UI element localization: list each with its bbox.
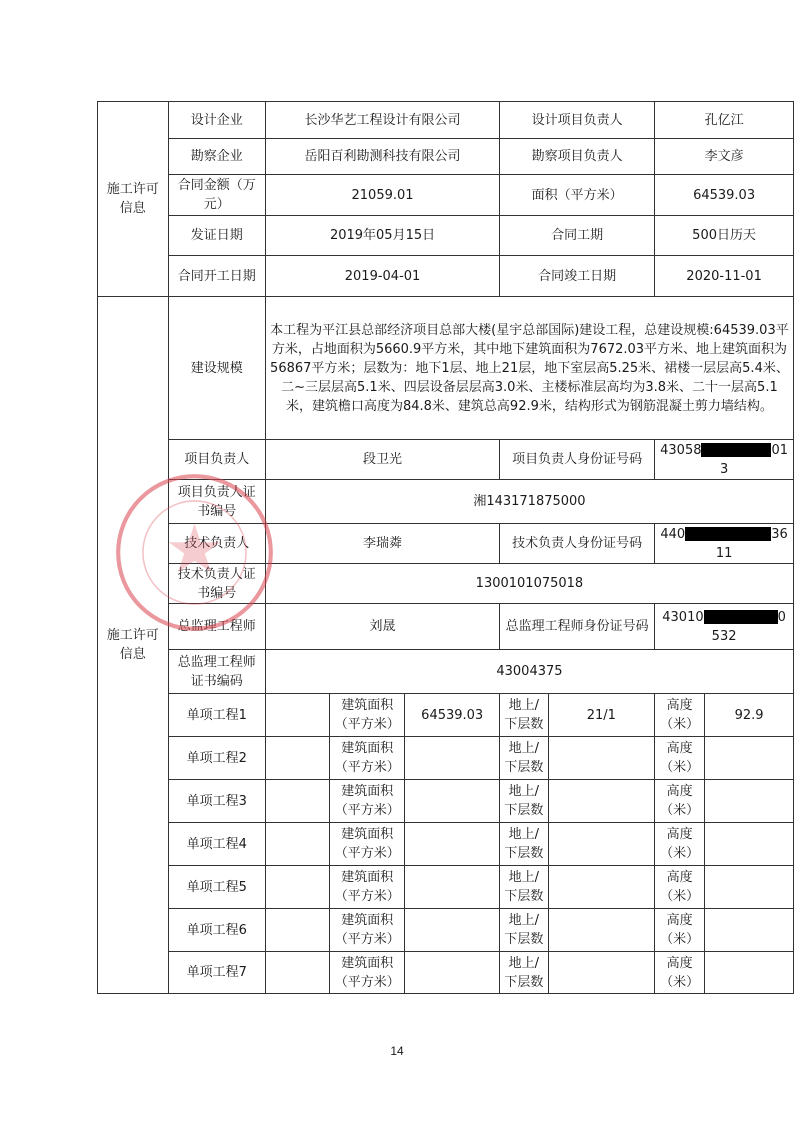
sub-height-label: 高度（米） xyxy=(655,694,705,737)
permit-info-table xyxy=(97,101,794,994)
design-lead-label: 设计项目负责人 xyxy=(500,102,655,139)
sub-floors-label: 地上/下层数 xyxy=(500,952,548,994)
sub-area-value xyxy=(405,823,500,866)
end-date: 2020-11-01 xyxy=(655,256,794,297)
sub-floors-label: 地上/下层数 xyxy=(500,780,548,823)
sub-floors-label: 地上/下层数 xyxy=(500,823,548,866)
tech-cert-label: 技术负责人证书编号 xyxy=(168,564,265,604)
sup-cert: 43004375 xyxy=(265,650,793,694)
sub-height-label: 高度（米） xyxy=(655,823,705,866)
sub-height-value xyxy=(705,952,794,994)
redaction-bar xyxy=(701,443,771,457)
tech-name: 李瑞粦 xyxy=(265,524,499,564)
redaction-bar xyxy=(685,527,771,541)
pm-cert-label: 项目负责人证书编号 xyxy=(168,480,265,524)
sub-area-value xyxy=(405,780,500,823)
sup-id-label: 总监理工程师身份证号码 xyxy=(500,604,655,650)
pm-label: 项目负责人 xyxy=(168,440,265,480)
sub-project-name: 单项工程3 xyxy=(168,780,265,823)
sub-height-label: 高度（米） xyxy=(655,866,705,909)
sub-floors-value xyxy=(548,909,655,952)
page-number: 14 xyxy=(390,1044,404,1058)
sub-floors-value xyxy=(548,823,655,866)
sub-height-value xyxy=(705,737,794,780)
pm-name: 段卫光 xyxy=(265,440,499,480)
sub-project-name: 单项工程5 xyxy=(168,866,265,909)
sub-floors-label: 地上/下层数 xyxy=(500,737,548,780)
sub-area-value xyxy=(405,866,500,909)
sub-project-blank xyxy=(265,909,329,952)
design-company: 长沙华艺工程设计有限公司 xyxy=(265,102,499,139)
tech-id-label: 技术负责人身份证号码 xyxy=(500,524,655,564)
sub-project-name: 单项工程4 xyxy=(168,823,265,866)
sup-cert-label: 总监理工程师证书编码 xyxy=(168,650,265,694)
tech-id: 440 3611 xyxy=(655,524,794,564)
design-company-label: 设计企业 xyxy=(168,102,265,139)
start-date: 2019-04-01 xyxy=(265,256,499,297)
sub-project-name: 单项工程2 xyxy=(168,737,265,780)
area-label: 面积（平方米） xyxy=(500,175,655,216)
area-value: 64539.03 xyxy=(655,175,794,216)
issue-date: 2019年05月15日 xyxy=(265,216,499,256)
sup-label: 总监理工程师 xyxy=(168,604,265,650)
sub-floors-value: 21/1 xyxy=(548,694,655,737)
sub-floors-value xyxy=(548,866,655,909)
sub-project-blank xyxy=(265,823,329,866)
sub-project-name: 单项工程7 xyxy=(168,952,265,994)
sub-area-label: 建筑面积（平方米） xyxy=(330,780,405,823)
sup-name: 刘晟 xyxy=(265,604,499,650)
sub-area-label: 建筑面积（平方米） xyxy=(330,694,405,737)
sub-height-label: 高度（米） xyxy=(655,737,705,780)
sub-project-blank xyxy=(265,866,329,909)
sub-area-label: 建筑面积（平方米） xyxy=(330,737,405,780)
sub-height-value: 92.9 xyxy=(705,694,794,737)
sub-area-label: 建筑面积（平方米） xyxy=(330,909,405,952)
sup-id: 43010 0532 xyxy=(655,604,794,650)
sub-height-value xyxy=(705,866,794,909)
sub-area-label: 建筑面积（平方米） xyxy=(330,823,405,866)
pm-id-label: 项目负责人身份证号码 xyxy=(500,440,655,480)
sub-area-label: 建筑面积（平方米） xyxy=(330,866,405,909)
sub-height-label: 高度（米） xyxy=(655,780,705,823)
section-label-2: 施工许可信息 xyxy=(98,297,169,994)
design-lead: 孔亿江 xyxy=(655,102,794,139)
scale-description: 本工程为平江县总部经济项目总部大楼(星宇总部国际)建设工程，总建设规模:64539.03平方米，占地面积为5660.9平方米，其中地下建筑面积为7672.03平方米、地上建筑面积为56867平方米；层数为：地下1层、地上21层，地下室层高5.25米、裙楼一层层高5.4米、二~三层层高5.1米、四层设备层层高3.0米、主楼标准层高均为3.8米、二十一层高5.1米，建筑檐口高度为84.8米、建筑总高92.9米，结构形式为钢筋混凝土剪力墙结构。 xyxy=(265,297,793,440)
sub-project-blank xyxy=(265,952,329,994)
sub-floors-label: 地上/下层数 xyxy=(500,866,548,909)
contract-period: 500日历天 xyxy=(655,216,794,256)
scale-label: 建设规模 xyxy=(168,297,265,440)
start-date-label: 合同开工日期 xyxy=(168,256,265,297)
sub-height-label: 高度（米） xyxy=(655,909,705,952)
issue-date-label: 发证日期 xyxy=(168,216,265,256)
sub-area-value xyxy=(405,952,500,994)
sub-floors-label: 地上/下层数 xyxy=(500,909,548,952)
sub-area-label: 建筑面积（平方米） xyxy=(330,952,405,994)
sub-height-value xyxy=(705,823,794,866)
pm-cert: 湘143171875000 xyxy=(265,480,793,524)
sub-project-blank xyxy=(265,780,329,823)
sub-project-blank xyxy=(265,737,329,780)
contract-amount-label: 合同金额（万元） xyxy=(168,175,265,216)
sub-area-value xyxy=(405,737,500,780)
end-date-label: 合同竣工日期 xyxy=(500,256,655,297)
sub-floors-label: 地上/下层数 xyxy=(500,694,548,737)
sub-floors-value xyxy=(548,737,655,780)
survey-lead: 李文彦 xyxy=(655,139,794,175)
section-label-1: 施工许可信息 xyxy=(98,102,169,297)
sub-height-value xyxy=(705,780,794,823)
sub-project-name: 单项工程1 xyxy=(168,694,265,737)
sub-height-value xyxy=(705,909,794,952)
pm-id: 43058 013 xyxy=(655,440,794,480)
sub-height-label: 高度（米） xyxy=(655,952,705,994)
survey-lead-label: 勘察项目负责人 xyxy=(500,139,655,175)
sub-project-name: 单项工程6 xyxy=(168,909,265,952)
sub-area-value: 64539.03 xyxy=(405,694,500,737)
redaction-bar xyxy=(704,610,778,624)
sub-floors-value xyxy=(548,780,655,823)
tech-label: 技术负责人 xyxy=(168,524,265,564)
tech-cert: 1300101075018 xyxy=(265,564,793,604)
survey-company-label: 勘察企业 xyxy=(168,139,265,175)
survey-company: 岳阳百利勘测科技有限公司 xyxy=(265,139,499,175)
sub-floors-value xyxy=(548,952,655,994)
sub-area-value xyxy=(405,909,500,952)
contract-period-label: 合同工期 xyxy=(500,216,655,256)
sub-project-blank xyxy=(265,694,329,737)
contract-amount: 21059.01 xyxy=(265,175,499,216)
